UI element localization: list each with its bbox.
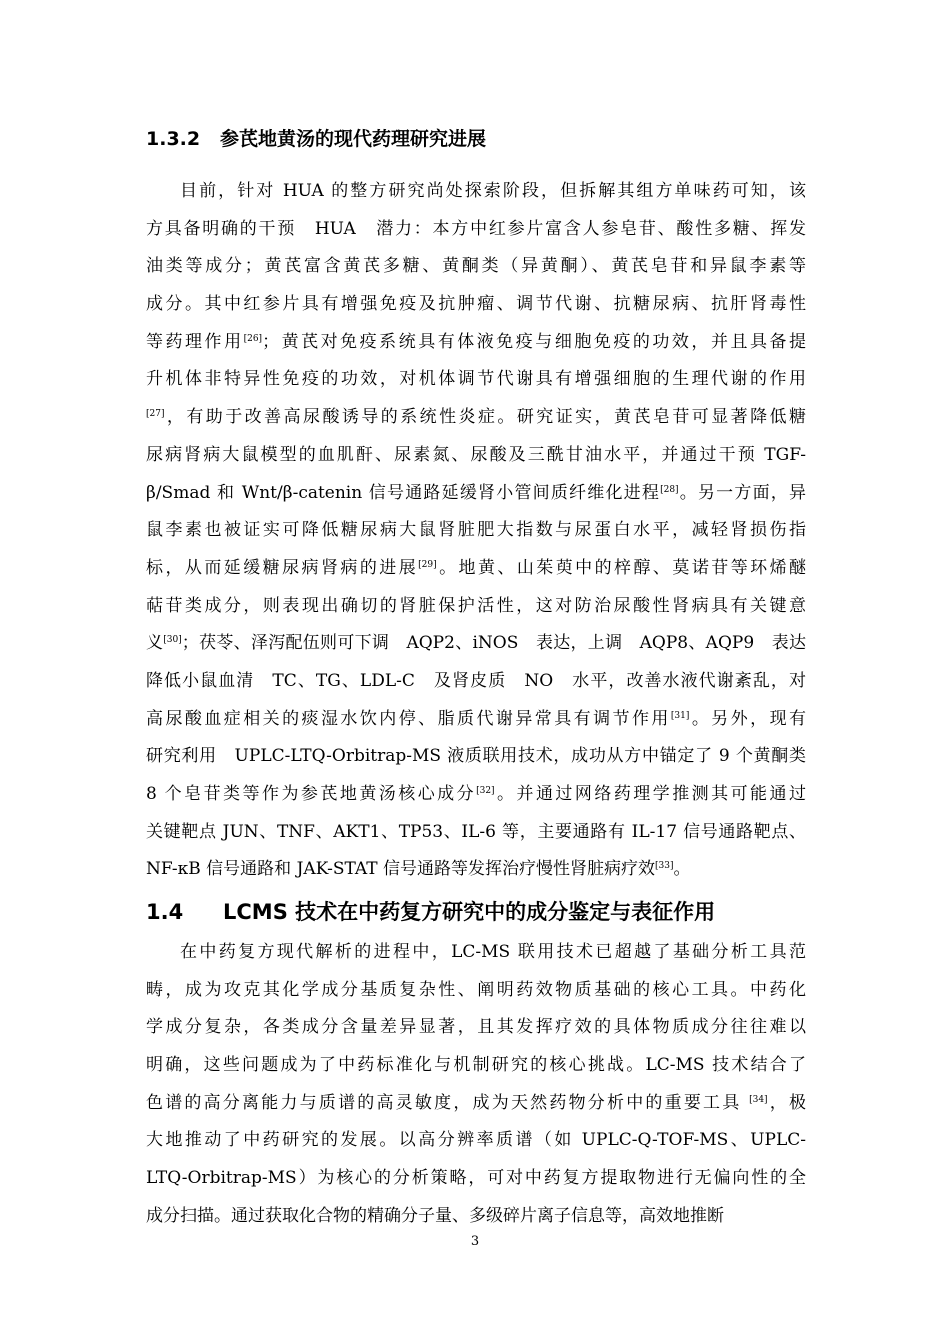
citation-ref: [31] — [670, 710, 690, 721]
section-title: LCMS 技术在中药复方研究中的成分鉴定与表征作用 — [223, 900, 716, 924]
text-line: 成分扫描。通过获取化合物的精确分子量、多级碎片离子信息等，高效地推断 — [146, 1205, 724, 1226]
section-number: 1.3.2 — [146, 128, 201, 150]
text-segment: ，有助于改善高尿酸诱导的系统性炎症。研究证实，黄芪皂苷可显著降低糖 — [164, 407, 806, 428]
text-line: 明确，这些问题成为了中药标准化与机制研究的核心挑战。LC-MS 技术结合了 — [146, 1055, 806, 1076]
text-line: 萜苷类成分，则表现出确切的肾脏保护活性，这对防治尿酸性肾病具有关键意 — [146, 595, 806, 616]
text-line: 学成分复杂，各类成分含量差异显著，且其发挥疗效的具体物质成分往往难以 — [146, 1017, 806, 1038]
text-segment: 。并通过网络药理学推测其可能通过 — [494, 784, 806, 804]
section-1-4-body — [146, 934, 806, 1236]
section-title: 参芪地黄汤的现代药理研究进展 — [220, 128, 487, 150]
text-line: 升机体非特异性免疫的功效，对机体调节代谢具有增强细胞的生理代谢的作用 — [146, 369, 806, 390]
citation-ref: [28] — [660, 484, 679, 495]
text-segment: ；茯苓、泽泻配伍则可下调 AQP2、iNOS 表达，上调 AQP8、AQP9 表达 — [181, 633, 807, 654]
text-line — [146, 399, 806, 437]
text-segment: 。另一方面，异 — [678, 482, 806, 503]
text-line: 大地推动了中药研究的发展。以高分辨率质谱（如 UPLC-Q-TOF-MS、UPLC- — [146, 1130, 806, 1151]
text-segment: 高尿酸血症相关的痰湿水饮内停、脂质代谢异常具有调节作用 — [146, 708, 671, 729]
text-segment: 。另外，现有 — [689, 708, 807, 729]
text-segment: ；黄芪对免疫系统具有体液免疫与细胞免疫的功效，并且具备提 — [262, 331, 807, 352]
citation-ref: [32] — [476, 786, 495, 796]
text-line — [146, 475, 806, 513]
text-segment: 8 个皂苷类等作为参芪地黄汤核心成分 — [146, 784, 477, 804]
text-segment: 义 — [146, 633, 164, 654]
text-segment: ，极 — [767, 1092, 806, 1113]
text-line: 尿病肾病大鼠模型的血肌酐、尿素氮、尿酸及三酰甘油水平，并通过干预 TGF- — [146, 444, 806, 465]
text-line: LTQ-Orbitrap-MS）为核心的分析策略，可对中药复方提取物进行无偏向性的全 — [146, 1168, 806, 1189]
text-line: 鼠李素也被证实可降低糖尿病大鼠肾脏肥大指数与尿蛋白水平，减轻肾损伤指 — [146, 520, 806, 541]
section-heading-1-3-2 — [146, 124, 486, 154]
citation-ref: [29] — [418, 559, 437, 570]
text-line: 研究利用 UPLC-LTQ-Orbitrap-MS 液质联用技术，成功从方中锚定了 9 个黄酮类 — [146, 746, 806, 767]
text-line: 油类等成分；黄芪富含黄芪多糖、黄酮类（异黄酮）、黄芪皂苷和异鼠李素等 — [146, 256, 806, 277]
text-segment: 标，从而延缓糖尿病肾病的进展 — [146, 557, 419, 578]
text-line — [146, 625, 806, 663]
text-segment: NF-κB 信号通路和 JAK-STAT 信号通路等发挥治疗慢性肾脏病疗效 — [146, 859, 656, 880]
text-line — [146, 1085, 806, 1123]
text-line — [146, 324, 806, 362]
text-segment: β/Smad 和 Wnt/β-catenin 信号通路延缓肾小管间质纤维化进程 — [146, 482, 661, 503]
citation-ref: [33] — [655, 861, 674, 872]
section-heading-1-4 — [146, 892, 715, 932]
citation-ref: [30] — [163, 635, 182, 646]
text-segment: 。 — [673, 859, 691, 880]
page-number: 3 — [470, 1234, 480, 1249]
citation-ref: [27] — [146, 409, 165, 420]
text-line — [146, 550, 806, 588]
text-line: 目前，针对 HUA 的整方研究尚处探索阶段，但拆解其组方单味药可知，该 — [180, 181, 806, 201]
text-line: 降低小鼠血清 TC、TG、LDL-C 及肾皮质 NO 水平，改善水液代谢紊乱，对 — [146, 670, 806, 691]
citation-ref: [34] — [749, 1094, 768, 1105]
text-line: 成分。其中红参片具有增强免疫及抗肿瘤、调节代谢、抗糖尿病、抗肝肾毒性 — [146, 294, 806, 315]
text-segment: 。地黄、山茱萸中的梓醇、莫诺苷等环烯醚 — [436, 557, 807, 578]
text-line — [146, 851, 806, 889]
text-line: 关键靶点 JUN、TNF、AKT1、TP53、IL-6 等，主要通路有 IL-17 信号通路靶点、 — [146, 821, 806, 842]
text-segment: 等药理作用 — [146, 331, 244, 352]
citation-ref: [26] — [243, 333, 263, 344]
text-line — [146, 701, 806, 739]
section-1-3-2-body — [146, 173, 806, 889]
text-line: 在中药复方现代解析的进程中，LC-MS 联用技术已超越了基础分析工具范 — [180, 942, 806, 962]
text-line — [146, 776, 806, 814]
text-line: 畴，成为攻克其化学成分基质复杂性、阐明药效物质基础的核心工具。中药化 — [146, 979, 806, 1000]
text-line: 方具备明确的干预 HUA 潜力：本方中红参片富含人参皂苷、酸性多糖、挥发 — [146, 218, 806, 239]
section-number: 1.4 — [146, 900, 184, 924]
text-segment: 色谱的高分离能力与质谱的高灵敏度，成为天然药物分析中的重要工具 — [146, 1092, 750, 1113]
